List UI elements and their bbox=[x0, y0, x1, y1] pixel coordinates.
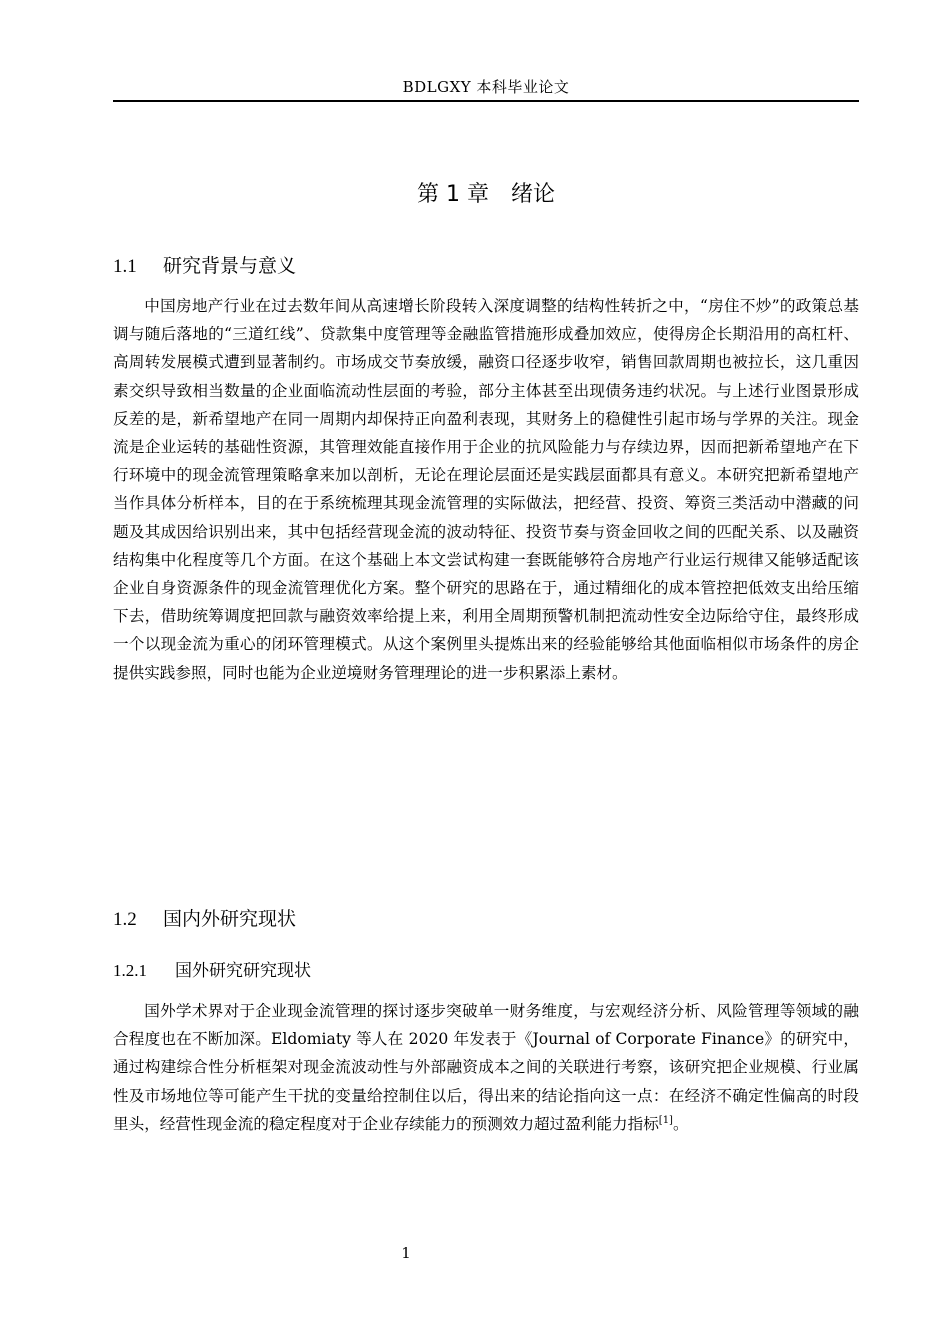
subsection-number: 1.2.1 bbox=[113, 961, 147, 980]
paragraph-research-background: 中国房地产行业在过去数年间从高速增长阶段转入深度调整的结构性转折之中，“房住不炒”的政策总基调与随后落地的“三道红线”、贷款集中度管理等金融监管措施形成叠加效应，使得房企长期沿用的高杠杆、高周转发展模式遭到显著制约。市场成交节奏放缓，融资口径逐步收窄，销售回款周期也被拉长，这几重因素交织导致相当数量的企业面临流动性层面的考验，部分主体甚至出现债务违约状况。与上述行业图景形成反差的是，新希望地产在同一周期内却保持正向盈利表现，其财务上的稳健性引起市场与学界的关注。现金流是企业运转的基础性资源，其管理效能直接作用于企业的抗风险能力与存续边界，因而把新希望地产在下行环境中的现金流管理策略拿来加以剖析，无论在理论层面还是实践层面都具有意义。本研究把新希望地产当作具体分析样本，目的在于系统梳理其现金流管理的实际做法，把经营、投资、筹资三类活动中潜藏的问题及其成因给识别出来，其中包括经营现金流的波动特征、投资节奏与资金回收之间的匹配关系、以及融资结构集中化程度等几个方面。在这个基础上本文尝试构建一套既能够符合房地产行业运行规律又能够适配该企业自身资源条件的现金流管理优化方案。整个研究的思路在于，通过精细化的成本管控把低效支出给压缩下去，借助统筹调度把回款与融资效率给提上来，利用全周期预警机制把流动性安全边际给守住，最终形成一个以现金流为重心的闭环管理模式。从这个案例里头提炼出来的经验能够给其他面临相似市场条件的房企提供实践参照，同时也能为企业逆境财务管理理论的进一步积累添上素材。 bbox=[113, 297, 859, 682]
header-rule bbox=[113, 100, 859, 102]
chapter-number: 第 1 章 bbox=[417, 182, 489, 207]
section-heading-1-1 bbox=[113, 252, 296, 281]
section-number: 1.2 bbox=[113, 909, 137, 930]
subsection-heading-1-2-1 bbox=[113, 958, 311, 984]
page-number: 1 bbox=[401, 1244, 411, 1262]
section-number: 1.1 bbox=[113, 256, 137, 277]
citation-reference[interactable]: [1] bbox=[658, 1114, 673, 1126]
paragraph-foreign-research bbox=[113, 997, 859, 1138]
subsection-title: 国外研究研究现状 bbox=[175, 961, 311, 981]
section-title: 国内外研究现状 bbox=[163, 908, 297, 930]
running-header: BDLGXY 本科毕业论文 bbox=[402, 78, 570, 96]
section-heading-1-2 bbox=[113, 905, 296, 934]
paragraph-text: 国外学术界对于企业现金流管理的探讨逐步突破单一财务维度，与宏观经济分析、风险管理等领域的融合程度也在不断加深。Eldomiaty 等人在 2020 年发表于《Journal of Corporate Finance》的研究中，通过构建综合性分析框架对现金流波动性与外部融资成本之间的关联进行考察，该研究把企业规模、行业属性及市场地位等可能产生干扰的变量给控制住以后，得出来的结论指向这一点：在经济不确定性偏高的时段里头，经营性现金流的稳定程度对于企业存续能力的预测效力超过盈利能力指标 bbox=[113, 1002, 859, 1133]
paragraph-end-punctuation: 。 bbox=[672, 1114, 689, 1133]
chapter-name: 绪论 bbox=[510, 182, 555, 207]
chapter-title bbox=[113, 179, 859, 211]
section-title: 研究背景与意义 bbox=[163, 255, 297, 277]
